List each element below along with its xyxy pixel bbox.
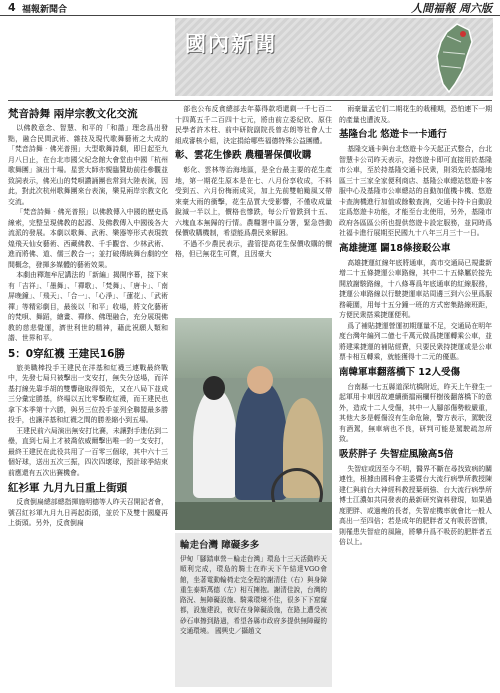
caption-body: 伊甸「腳踏車營－輪走台灣」環島十三天活動昨天順利完成，環島的騎士在昨天下午結達VGO會館，坐著電動輪椅走完全程的謝清佳（右）與身障重生泰斯萬德（左）相互擁抱。謝清佳說，台灣的路況、無障礙設施、騎乘環境不佳，很多下下窟窿都，設施建設，夜好在身障礙設施，在路上遭受被砂石車擦到路過，希望各縣市政府多提供無障礙的交通環境。 國興史／攝趙文 bbox=[180, 555, 327, 636]
page-number: 4 bbox=[8, 1, 16, 14]
article-title: 南韓軍車翻落橋下 12人受傷 bbox=[339, 366, 461, 378]
article-paragraph: 反貪倒扁總部總指揮施明德等人昨天召開記者會，號召紅衫軍九月九日再起街頭，並於下及雙十國慶再上街頭。另外，反貪倒扁 bbox=[8, 498, 168, 527]
article-paragraph: 雨豪量孟它们二期花生的栽種期，恐怕連下一期的產量也遭波及。 bbox=[339, 105, 492, 124]
article-title: 梵音詩舞 兩岸宗教文化交流 bbox=[8, 108, 138, 120]
article-paragraph: 高雄捷運紅線年底將通車，高市交通局已規畫新增二十五條捷運公車路線，其中二十五條屬於接先開放謝駿路線，十八條專爲年底通車的紅線服務，捷運公車路線以行駛捷運車站周邊三到六公里爲服務範圍，用每十五分鐘一班的方式密集路線班距，方便民衆搭乘捷運便利。 bbox=[339, 258, 492, 319]
article-title: 高雄捷運 闢18條接駁公車 bbox=[339, 242, 451, 254]
page-header bbox=[0, 0, 500, 16]
article-title: 紅衫軍 九月九日重上街頭 bbox=[8, 482, 128, 494]
article-paragraph: 旅美職棒投手王建民在洋基和紅襪三連戰最終戰中，先發七局只被擊出一支安打，無失分送場，而洋基打線先靠手胡的雙響砲取得領先，又在八局下並成三分彙定勝基，終場以五比零擊敗紅襪，而王建民也拿下本季第十六勝，與另三位投手並列全聯盟最多勝投手，也讓洋基和紅襪之間的勝差縮小到五場。 bbox=[8, 363, 168, 424]
paper-name: 人間福報 周六版 bbox=[411, 2, 492, 15]
section-banner bbox=[175, 18, 493, 96]
article-title: 彰、雲花生慘跌 農糧署保價收購 bbox=[175, 150, 312, 161]
caption-title: 輪走台灣 障礙多多 bbox=[180, 540, 260, 551]
article-paragraph: 失智症或因至今不明，醫界不斷在尋找致病的關連性，根據由國科會主委暨台大流行病學所教授陳建仁與前台大神經科教授葉炳強、台大流行病學所博士江濃如共同發表的最新研究資料發現，如果過度肥胖、或過瘦的長者，失智症機率就會比一般人高出一至四倍；若是成年的肥胖者又有吸菸習慣，則罹患失智症的風險，將攀升爲不吸菸的肥胖者五倍以上。 bbox=[339, 464, 492, 546]
article-paragraph: 本劇由釋迦牟尼講法的「新編」揭開序幕，接下來有「吉祥」、「墨舞」、「禪歌」、「梵舞」、「唐卡」、「南屏晚鐘」、「飛天」、「合一」、「心淨」、「蓮花」、「武術禪」等精彩劇目，最後以「和平」收場，將文化藝術的梵唄、舞蹈，繪畫、禪修、佛理融合，充分展現佛教的慈悲覺運，濟世利世的精神，藉此祝願人類和諧、世界和平。 bbox=[8, 271, 168, 342]
article-paragraph: 「梵音詩舞‧佛光普照」以佛教傳入中國的歷史爲線索，完整呈現佛教的起源、及佛教傳入中國後各大流派的發展。本劇以歌舞、武術、樂器等形式表現敦煌飛天仙女藝術、西藏佛教、千手觀音、少林武術、進而將佛、道、儒三教合一；並打破傳統舞台劇的空間概念，發揮多媒體的藝術效果。 bbox=[8, 208, 168, 269]
column-2 bbox=[175, 104, 332, 314]
photo-caption-box bbox=[175, 533, 332, 687]
section-name: 福報新聞合 bbox=[22, 5, 68, 15]
photo-person bbox=[193, 388, 237, 498]
article-paragraph: 台南縣一七五縣道深坑橋附近，昨天上午發生一起軍用卡車因故連續衝擋兩欄杆樹後翻落橋下的意外，造成十二人受傷，其中一人腳部傷勢較嚴重，其他大多是輕傷沒有生命危險，警方表示，駕駛沒有酒駕，無車病也不良，研判可能是駕駛疏忽所致。 bbox=[339, 382, 492, 443]
photo-head bbox=[247, 366, 273, 394]
article-paragraph: 部也公布反貪總部去年募得款項還剩一千七百二十四萬五千二百四十七元，將由前立委紀欣、原住民學者許木柱、前中研院副院長曾志朗等社會人士組成審核小組，決定捐給哪些福德特殊公益團體。 bbox=[175, 105, 332, 145]
photo-ground bbox=[175, 502, 332, 530]
column-1 bbox=[8, 104, 168, 688]
article-title: 吸菸胖子 失智症風險高5倍 bbox=[339, 448, 454, 460]
article-title: 基隆台北 悠遊卡一卡通行 bbox=[339, 129, 447, 140]
article-title: 5：0穿紅襪 王建民16勝 bbox=[8, 347, 125, 360]
photo-head bbox=[203, 376, 225, 400]
taiwan-map-icon bbox=[417, 22, 479, 94]
article-paragraph: 彰化、雲林等治海地區，是全台最主要的花生產地，第一期花生原本是在七、八月份享收成，不料受到五、六月份梅雨成災，加上先前雙帕颱風又帶來豪大雨的衝擊，花生品質大受影響，不僅收成量銳減一半以上，價格也慘跌，每公斤曾跌到十五、六塊血本無歸的行情。農糧署中區分署，緊急啓動保價收購機制，希望能爲農民來解困。 bbox=[175, 166, 332, 237]
column-3 bbox=[339, 104, 492, 688]
top-rule bbox=[8, 100, 492, 101]
news-photo bbox=[175, 318, 332, 530]
section-title: 國內新聞 bbox=[185, 32, 277, 56]
article-paragraph: 爲了補貼捷運營運初期運量不足，交通局在明年度台灣年編列二億七千萬元做爲捷運轉乘公車，並將建乘捷運的補貼經費，只要民衆持捷運或是公車票卡相互轉乘，就能獲得十二元的優惠。 bbox=[339, 321, 492, 361]
article-paragraph: 基隆交通卡與台北悠遊卡今天起正式整合，台北智慧卡公司昨天表示，持悠遊卡即可直接用於基隆市公車，至於持基隆交通卡民衆，則須先於基隆地區三十三家全家便利商店、基隆公車總站悠遊卡客服中心及基隆市公車總站的自動加值機卡機、悠遊卡查詢機進行加值或餘數查詢，交通卡持卡自動設定爲悠遊卡功能，才能至台北使用，另外，基隆市政府各區區公所也提供悠遊卡設定服務，並同時爲社福卡進行展期至民國九十八年三月三十一日。 bbox=[339, 145, 492, 237]
article-paragraph: 以佛教意念、智慧、和平的「和諧」理念爲出發點，融合民間武術、雜技及現代歌舞藝術之大成的「梵音詩舞‧佛光普照」大型歌舞詩劇，即日起至九月八日止，在台北市國父紀念館大會堂由中國「杭州歌舞團」演出十場。星雲大師亦親臨贊助前往參觀並致詞表示，佛光山的梵唄讚誦團也常到大陸表演，因此，對此次杭州歌舞團來台表演，樂見兩岸宗教文化交流。 bbox=[8, 124, 168, 206]
article-paragraph: 王建民前六局演出無安打比賽，未讓對手進佔到二壘，直到七局上才被喬依威爾擊出唯一的一支安打，最終王建民在此役共用了一百零三個球，其中六十三個好球，送出五次三振，四次四壞球，預計球季結束前應還有五次出賽機會。 bbox=[8, 426, 168, 477]
article-paragraph: 不過不少農民表示，盡管提高花生保價收購的價格，但已無花生可賣，且因豪大 bbox=[175, 239, 332, 258]
